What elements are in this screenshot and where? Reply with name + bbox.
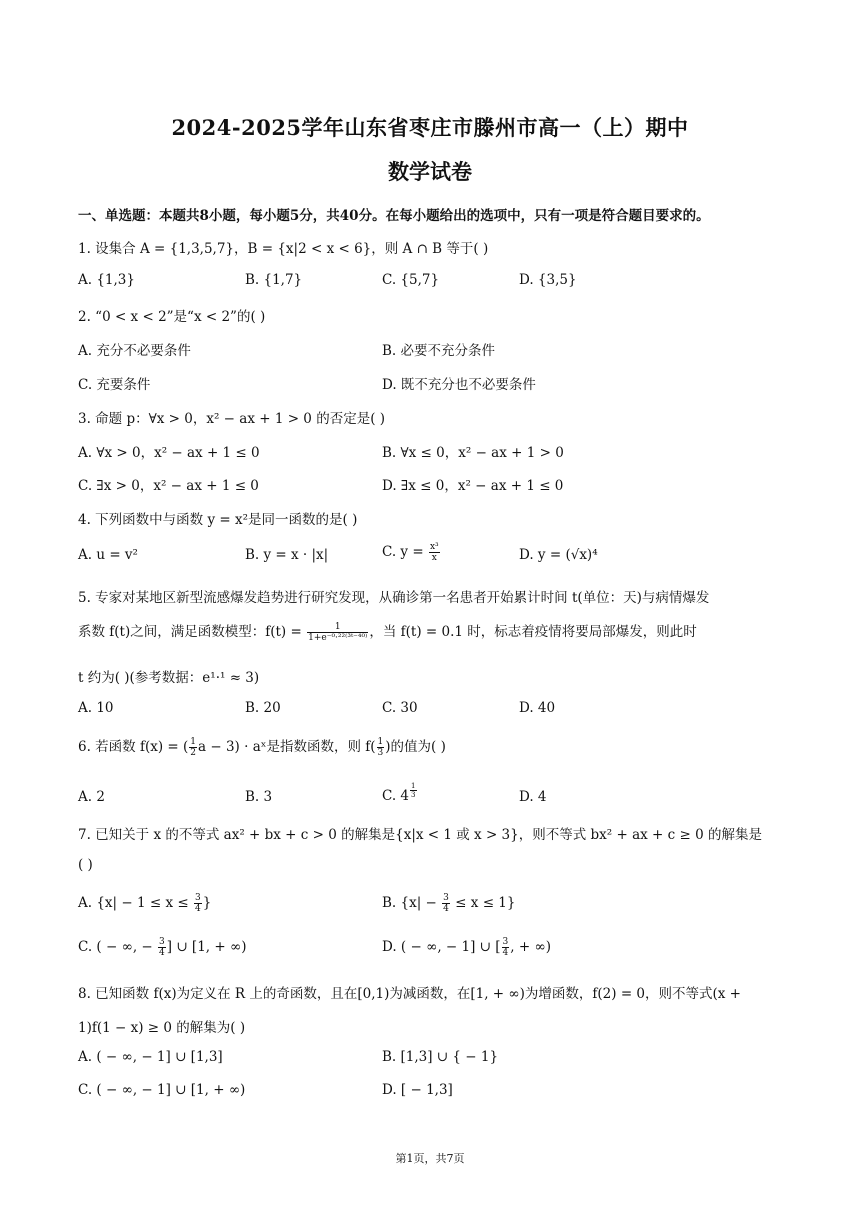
fraction-denominator: 1+e⁻⁰·²²⁽³ᵗ⁻⁴⁰⁾ bbox=[308, 633, 368, 643]
fraction-numerator: 3 bbox=[443, 893, 449, 903]
fraction-denominator: x bbox=[431, 553, 437, 563]
fraction-denominator: 3 bbox=[411, 791, 416, 799]
question-1-option-c: C. {5,7} bbox=[382, 272, 440, 288]
question-2-option-d: D. 既不充分也不必要条件 bbox=[382, 377, 536, 393]
stem-middle: a − 3) · aˣ是指数函数，则 f( bbox=[198, 739, 376, 755]
question-8-line-2: 1)f(1 − x) ≥ 0 的解集为( ) bbox=[78, 1020, 246, 1036]
option-text: B. {x| − bbox=[382, 895, 442, 911]
question-6-option-b: B. 3 bbox=[245, 789, 273, 805]
fraction bbox=[189, 737, 197, 758]
question-7-line-2: ( ) bbox=[78, 857, 93, 873]
fraction-numerator: 1 bbox=[190, 737, 197, 747]
question-3-option-b: B. ∀x ≤ 0，x² − ax + 1 > 0 bbox=[382, 445, 564, 461]
fraction-denominator: 4 bbox=[194, 904, 201, 914]
model-prefix: 系数 f(t)之间，满足函数模型：f(t) = bbox=[78, 624, 307, 640]
question-1-option-a: A. {1,3} bbox=[78, 272, 135, 288]
option-text: ] ∪ [1, + ∞) bbox=[166, 939, 247, 955]
question-5-line-2 bbox=[78, 620, 697, 643]
question-8-line-1: 8. 已知函数 f(x)为定义在 R 上的奇函数，且在[0,1)为减函数，在[1, + ∞)为增函数，f(2) = 0，则不等式(x + bbox=[78, 986, 741, 1002]
fraction-numerator: 3 bbox=[502, 937, 509, 947]
page-footer: 第1页，共7页 bbox=[395, 1152, 465, 1165]
question-7-option-b bbox=[382, 893, 515, 914]
fraction bbox=[442, 893, 450, 914]
option-text: D. ( − ∞, − 1] ∪ [ bbox=[382, 939, 501, 955]
fraction bbox=[158, 937, 166, 958]
fraction-numerator: 1 bbox=[377, 737, 384, 747]
fraction-numerator: x³ bbox=[429, 542, 439, 552]
question-8-option-b: B. [1,3] ∪ { − 1} bbox=[382, 1049, 499, 1065]
question-3-option-a: A. ∀x > 0，x² − ax + 1 ≤ 0 bbox=[78, 445, 260, 461]
option-text: A. {x| − 1 ≤ x ≤ bbox=[78, 895, 193, 911]
option-c-base: C. 4 bbox=[382, 788, 410, 804]
question-4-option-b: B. y = x · |x| bbox=[245, 547, 329, 563]
exponent-fraction bbox=[410, 782, 416, 799]
stem-suffix: )的值为( ) bbox=[385, 739, 446, 755]
option-text: } bbox=[202, 895, 212, 911]
question-4-stem: 4. 下列函数中与函数 y = x²是同一函数的是( ) bbox=[78, 512, 358, 528]
question-4-option-c bbox=[382, 542, 441, 563]
fraction-denominator: 3 bbox=[377, 748, 384, 758]
fraction-numerator: 3 bbox=[194, 893, 201, 903]
fraction-numerator: 1 bbox=[307, 622, 368, 633]
stem-prefix: 6. 若函数 f(x) = ( bbox=[78, 739, 189, 755]
exam-title: 2024-2025学年山东省枣庄市滕州市高一（上）期中 bbox=[171, 115, 689, 140]
question-5-option-c: C. 30 bbox=[382, 700, 418, 716]
question-5-option-a: A. 10 bbox=[78, 700, 114, 716]
fraction-denominator: 4 bbox=[502, 948, 509, 958]
question-7-option-a bbox=[78, 893, 211, 914]
fraction-numerator: 3 bbox=[159, 937, 165, 947]
question-6-option-d: D. 4 bbox=[519, 789, 547, 805]
question-6-option-c bbox=[382, 782, 418, 804]
question-8-option-c: C. ( − ∞, − 1] ∪ [1, + ∞) bbox=[78, 1082, 246, 1098]
question-5-option-d: D. 40 bbox=[519, 700, 556, 716]
fraction-denominator: 4 bbox=[443, 904, 449, 914]
question-8-option-a: A. ( − ∞, − 1] ∪ [1,3] bbox=[78, 1049, 223, 1065]
fraction bbox=[377, 737, 385, 758]
question-2-option-b: B. 必要不充分条件 bbox=[382, 343, 496, 359]
question-2-option-a: A. 充分不必要条件 bbox=[78, 343, 191, 359]
question-3-option-c: C. ∃x > 0，x² − ax + 1 ≤ 0 bbox=[78, 478, 259, 494]
question-2-stem: 2. “0 < x < 2”是“x < 2”的( ) bbox=[78, 309, 266, 325]
question-1-option-b: B. {1,7} bbox=[245, 272, 303, 288]
exam-subtitle: 数学试卷 bbox=[388, 159, 472, 184]
fraction bbox=[429, 542, 440, 563]
question-4-option-a: A. u = v² bbox=[78, 547, 138, 563]
option-text: , + ∞) bbox=[510, 939, 551, 955]
question-3-stem: 3. 命题 p：∀x > 0，x² − ax + 1 > 0 的否定是( ) bbox=[78, 411, 386, 427]
fraction-denominator: 2 bbox=[190, 748, 197, 758]
option-c-prefix: C. y = bbox=[382, 544, 428, 560]
question-6-stem bbox=[78, 735, 446, 758]
question-5-line-3: t 约为( )(参考数据：e¹·¹ ≈ 3) bbox=[78, 670, 260, 686]
fraction bbox=[194, 893, 202, 914]
question-8-option-d: D. [ − 1,3] bbox=[382, 1082, 453, 1098]
question-5-option-b: B. 20 bbox=[245, 700, 281, 716]
fraction bbox=[502, 937, 510, 958]
question-2-option-c: C. 充要条件 bbox=[78, 377, 151, 393]
model-fraction bbox=[307, 622, 368, 643]
question-4-option-d: D. y = (√x)⁴ bbox=[519, 547, 598, 563]
question-1-option-d: D. {3,5} bbox=[519, 272, 577, 288]
option-text: C. ( − ∞, − bbox=[78, 939, 158, 955]
fraction-denominator: 4 bbox=[159, 948, 165, 958]
question-7-option-d bbox=[382, 937, 551, 958]
question-7-line-1: 7. 已知关于 x 的不等式 ax² + bx + c > 0 的解集是{x|x < 1 或 x > 3}，则不等式 bx² + ax + c ≥ 0 的解集是 bbox=[78, 827, 762, 843]
question-1-stem: 1. 设集合 A = {1,3,5,7}，B = {x|2 < x < 6}，则 A ∩ B 等于( ) bbox=[78, 241, 489, 257]
question-7-option-c bbox=[78, 937, 246, 958]
model-suffix: ，当 f(t) = 0.1 时，标志着疫情将要局部爆发，则此时 bbox=[369, 624, 697, 640]
option-text: ≤ x ≤ 1} bbox=[450, 895, 516, 911]
question-5-line-1: 5. 专家对某地区新型流感爆发趋势进行研究发现，从确诊第一名患者开始累计时间 t(单位：天)与病情爆发 bbox=[78, 590, 710, 606]
section-heading: 一、单选题：本题共8小题，每小题5分，共40分。在每小题给出的选项中，只有一项是符合题目要求的。 bbox=[78, 208, 710, 224]
question-6-option-a: A. 2 bbox=[78, 789, 105, 805]
question-3-option-d: D. ∃x ≤ 0，x² − ax + 1 ≤ 0 bbox=[382, 478, 564, 494]
fraction-numerator: 1 bbox=[411, 782, 416, 790]
